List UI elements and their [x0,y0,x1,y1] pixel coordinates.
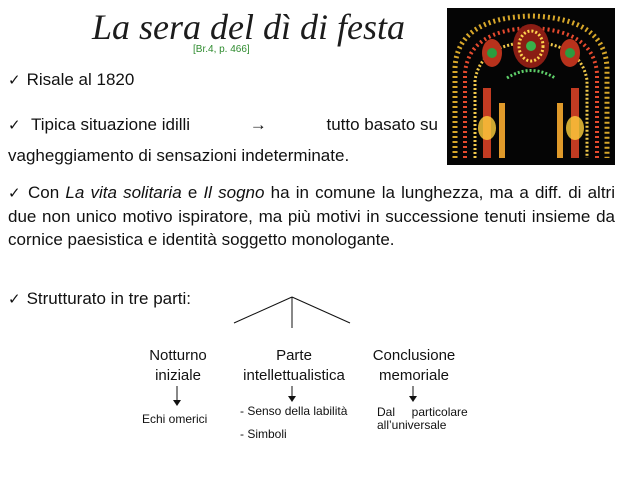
detail-echi-omerici: Echi omerici [142,412,208,426]
part-conclusione-title [362,346,466,386]
part-intellettualistica-title-line2: intellettualistica [243,367,345,384]
branch-right-line [292,297,350,323]
detail-universale: all’universale [377,418,447,432]
detail-simboli: - Simboli [240,427,287,441]
check-icon: ✓ [8,184,23,202]
work-title-il-sogno: Il sogno [203,183,265,202]
check-icon: ✓ [8,71,21,89]
check-icon: ✓ [8,290,21,308]
part-conclusione-title-line1: Conclusione [372,347,456,364]
bullet-idyll-text: Tipica situazione idilli [31,115,191,134]
bullet-structure-text: Strutturato in tre parti: [26,289,191,308]
part-intellettualistica-title [232,346,356,386]
bullet-comparison-post: ha in comune la lunghezza, ma a diff. di altri due non unico motivo ispiratore, ma più motivi in successione tenuti insieme da cornice paesistica e identità soggetto monologante. [8,183,615,249]
bullet-comparison-pre: Con [28,183,66,202]
part-notturno-title [128,346,228,386]
arrow-head-left [173,400,181,406]
bullet-comparison-mid: e [181,183,204,202]
bullet-date-text: Risale al 1820 [26,70,135,89]
slide-title: La sera del dì di festa [92,7,405,47]
branch-left-line [234,297,292,323]
arrow-head-center [288,396,296,402]
part-conclusione-title-line2: memoriale [378,367,450,384]
reference-note: [Br.4, p. 466] [193,44,250,55]
part-intellettualistica-title-line1: Parte [276,347,312,364]
bullet-idyll-continuation: vagheggiamento di sensazioni indeterminate. [8,146,350,165]
arrow-head-right [409,396,417,402]
detail-particolare: Dal particolare [377,405,468,419]
work-title-vita-solitaria: La vita solitaria [65,183,182,202]
check-icon: ✓ [8,116,21,134]
bullet-idyll-text-end: tutto basato su [326,115,438,134]
part-notturno-title-line2: iniziale [155,367,201,384]
arrow-right-icon: → [249,115,267,134]
detail-senso-labilita: - Senso della labilità [240,404,348,418]
part-notturno-title-line1: Notturno [149,347,207,364]
